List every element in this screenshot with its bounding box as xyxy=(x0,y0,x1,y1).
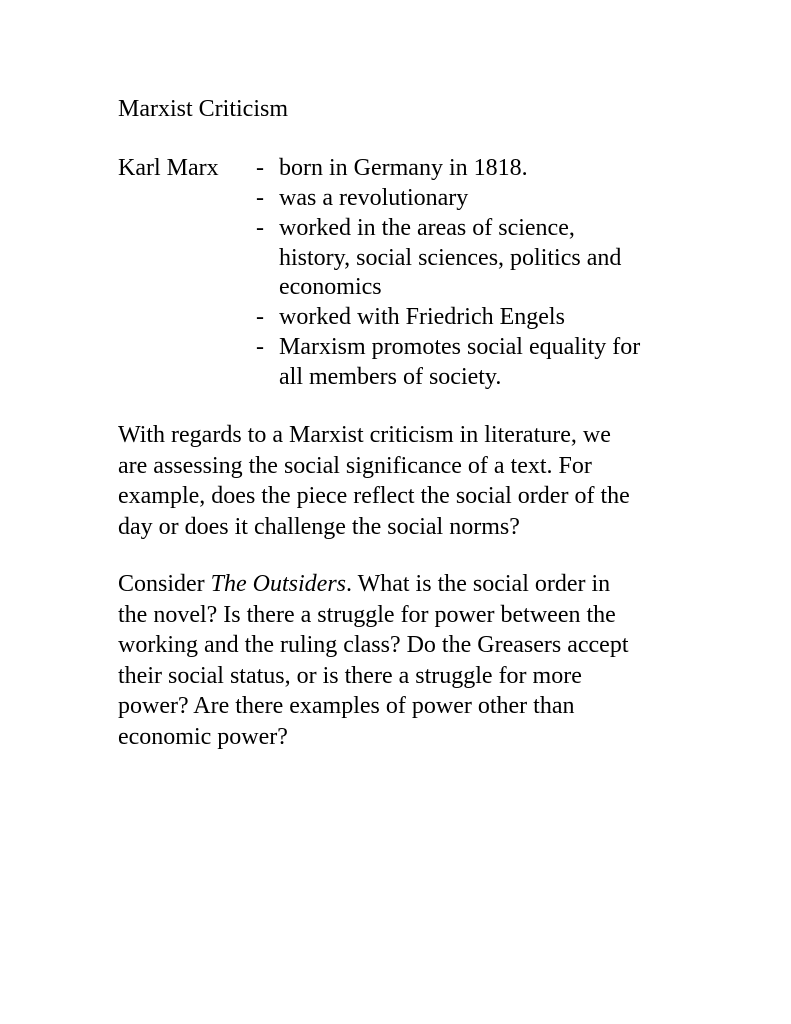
paragraph-line: economic power? xyxy=(118,723,288,750)
dash: - xyxy=(256,304,264,330)
bullet-item xyxy=(256,332,640,362)
bullet-text: was a revolutionary xyxy=(279,185,469,211)
paragraph-line: the novel? Is there a struggle for power between the xyxy=(118,601,616,628)
bullet-text-cont: all members of society. xyxy=(279,364,502,390)
bullet-item xyxy=(256,302,565,332)
paragraph-2 xyxy=(118,569,698,752)
dash: - xyxy=(256,334,264,360)
bullet-text: worked in the areas of science, xyxy=(279,215,575,241)
bullet-text-cont: history, social sciences, politics and xyxy=(279,245,622,271)
paragraph-line xyxy=(118,569,698,600)
document-title: Marxist Criticism xyxy=(118,96,288,122)
bullet-text: born in Germany in 1818. xyxy=(279,155,528,181)
text: Consider xyxy=(118,571,211,597)
paragraph-line: With regards to a Marxist criticism in literature, we xyxy=(118,422,611,448)
paragraph-line: their social status, or is there a struggle for more xyxy=(118,662,582,689)
paragraph-line: power? Are there examples of power other than xyxy=(118,693,575,719)
bullet-text: Marxism promotes social equality for xyxy=(279,334,641,360)
bullet-item xyxy=(256,213,575,243)
bullet-item xyxy=(256,153,528,183)
bullet-text: worked with Friedrich Engels xyxy=(279,304,565,330)
text: . What is the social order in xyxy=(346,571,611,597)
paragraph-line: are assessing the social significance of a text. For xyxy=(118,452,592,479)
dash: - xyxy=(256,185,264,211)
paragraph-line: day or does it challenge the social norms? xyxy=(118,513,520,540)
book-title: The Outsiders xyxy=(210,571,347,597)
bullet-item xyxy=(256,183,468,213)
paragraph-1 xyxy=(118,420,698,542)
bullet-text-cont: economics xyxy=(279,274,382,300)
paragraph-line: working and the ruling class? Do the Greasers accept xyxy=(118,632,629,658)
dash: - xyxy=(256,215,264,241)
dash: - xyxy=(256,155,264,181)
paragraph-line: example, does the piece reflect the social order of the xyxy=(118,483,630,509)
subject-label: Karl Marx xyxy=(118,155,219,181)
